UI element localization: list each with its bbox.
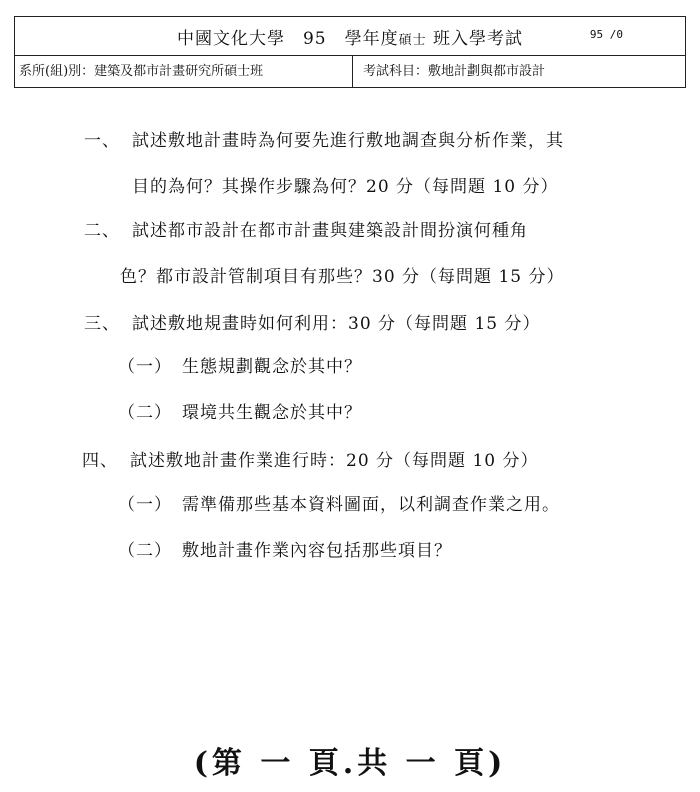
exam-title — [15, 24, 685, 49]
question-4 — [82, 446, 538, 471]
page-code: 95 /0 — [589, 28, 623, 41]
question-2 — [84, 216, 528, 241]
question-4-sub-1 — [118, 490, 560, 515]
page-footer: (第 一 頁.共 一 頁) — [193, 746, 507, 781]
question-4-sub-2 — [118, 536, 452, 561]
exam-info-row — [15, 55, 685, 88]
question-number: 一、 — [84, 131, 120, 151]
question-number: 三、 — [84, 314, 120, 334]
question-number: 四、 — [82, 451, 118, 471]
question-3-sub-1 — [118, 352, 362, 377]
question-text: 試述敷地計畫時為何要先進行敷地調查與分析作業，其 — [132, 131, 564, 151]
question-text: 試述都市設計在都市計畫與建築設計間扮演何種角 — [132, 221, 528, 241]
sub-question-number: （二） — [118, 403, 172, 423]
school-name: 中國文化大學 — [176, 29, 285, 49]
sub-question-number: （一） — [118, 495, 172, 515]
sub-question-text: 生態規劃觀念於其中？ — [182, 357, 362, 377]
question-2-continued: 色？都市設計管制項目有那些？30 分（每問題 15 分） — [120, 267, 565, 287]
question-number: 二、 — [84, 221, 120, 241]
exam-year: 95 — [302, 29, 327, 49]
department-label: 系所(組)別：建築及都市計畫研究所碩士班 — [15, 55, 353, 88]
exam-type-suffix: 班入學考試 — [433, 29, 524, 49]
exam-header — [14, 16, 686, 88]
question-1-continued: 目的為何？其操作步驟為何？20 分（每問題 10 分） — [132, 177, 559, 197]
question-3-sub-2 — [118, 398, 362, 423]
question-text: 試述敷地計畫作業進行時：20 分（每問題 10 分） — [130, 451, 539, 471]
degree-label: 碩士 — [398, 33, 427, 48]
sub-question-number: （一） — [118, 357, 172, 377]
sub-question-text: 環境共生觀念於其中？ — [182, 403, 362, 423]
question-text: 試述敷地規畫時如何利用：30 分（每問題 15 分） — [132, 314, 541, 334]
exam-type-prefix: 學年度 — [344, 29, 399, 49]
sub-question-text: 需準備那些基本資料圖面，以利調查作業之用。 — [182, 495, 560, 515]
subject-label: 考試科目：敷地計劃與都市設計 — [363, 64, 546, 79]
question-1 — [84, 126, 564, 151]
exam-title-row — [15, 17, 685, 56]
sub-question-number: （二） — [118, 541, 172, 561]
question-3 — [84, 309, 540, 334]
sub-question-text: 敷地計畫作業內容包括那些項目？ — [182, 541, 452, 561]
